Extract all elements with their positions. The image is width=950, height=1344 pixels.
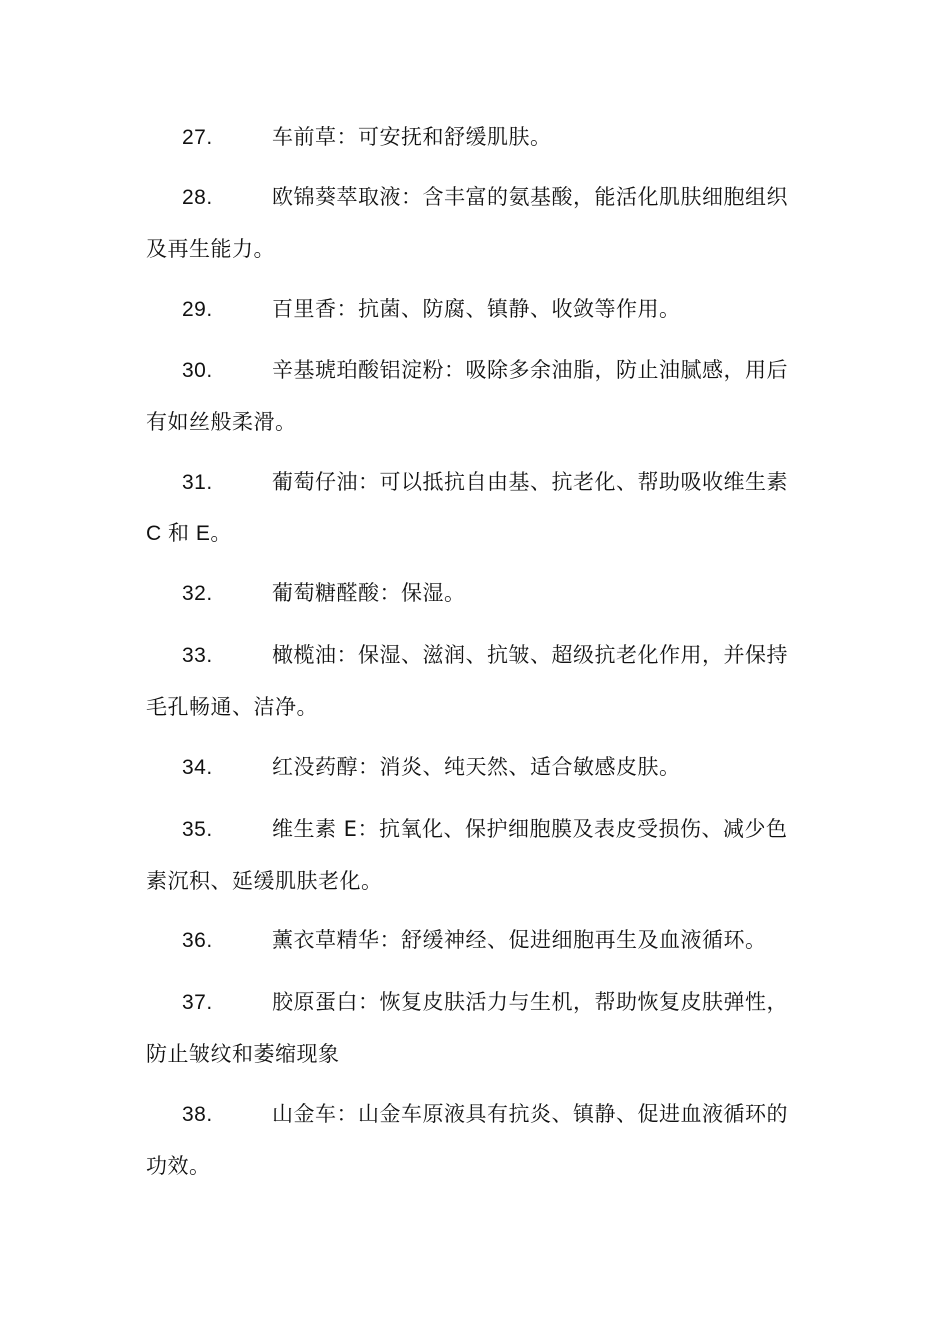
item-number: 29. <box>182 298 213 321</box>
item-first-line <box>146 111 810 163</box>
item-continuation-line: 毛孔畅通、洁净。 <box>146 695 318 719</box>
list-item <box>146 283 810 335</box>
item-number: 35. <box>182 818 213 841</box>
item-number: 38. <box>182 1103 213 1126</box>
list-item <box>146 741 810 793</box>
list-item <box>146 344 810 448</box>
list-item <box>146 976 810 1080</box>
item-number: 32. <box>182 582 213 605</box>
item-text: 胶原蛋白：恢复皮肤活力与生机，帮助恢复皮肤弹性， <box>272 990 788 1014</box>
item-first-line <box>146 976 810 1028</box>
item-continuation-line: C 和 E。 <box>146 522 232 545</box>
item-text: 橄榄油：保湿、滋润、抗皱、超级抗老化作用，并保持 <box>272 643 788 667</box>
item-first-line <box>146 914 810 966</box>
item-text: 葡萄仔油：可以抵抗自由基、抗老化、帮助吸收维生素 <box>272 470 788 494</box>
list-item <box>146 803 810 907</box>
item-text: 薰衣草精华：舒缓神经、促进细胞再生及血液循环。 <box>272 928 767 952</box>
item-number: 28. <box>182 186 213 209</box>
item-continuation-line: 素沉积、延缓肌肤老化。 <box>146 869 383 893</box>
item-text: 红没药醇：消炎、纯天然、适合敏感皮肤。 <box>272 755 681 779</box>
item-first-line <box>146 283 810 335</box>
list-item <box>146 171 810 275</box>
item-first-line <box>146 171 810 223</box>
list-item <box>146 1088 810 1192</box>
item-number: 31. <box>182 471 213 494</box>
item-continuation-line: 及再生能力。 <box>146 237 275 261</box>
item-text: 辛基琥珀酸铝淀粉：吸除多余油脂，防止油腻感，用后 <box>272 358 788 382</box>
item-text: 葡萄糖醛酸：保湿。 <box>272 581 466 605</box>
item-number: 34. <box>182 756 213 779</box>
list-item <box>146 456 810 560</box>
item-first-line <box>146 567 810 619</box>
item-number: 36. <box>182 929 213 952</box>
item-first-line <box>146 1088 810 1140</box>
item-first-line <box>146 629 810 681</box>
item-continuation-line: 防止皱纹和萎缩现象 <box>146 1042 340 1066</box>
list-item <box>146 567 810 619</box>
list-item <box>146 914 810 966</box>
item-text: 车前草：可安抚和舒缓肌肤。 <box>272 125 552 149</box>
item-continuation-line: 有如丝般柔滑。 <box>146 410 297 434</box>
item-text: 维生素 E：抗氧化、保护细胞膜及表皮受损伤、减少色 <box>272 817 788 841</box>
item-number: 30. <box>182 359 213 382</box>
list-item <box>146 629 810 733</box>
item-first-line <box>146 344 810 396</box>
item-continuation-line: 功效。 <box>146 1154 211 1178</box>
list-item <box>146 111 810 163</box>
item-text: 山金车：山金车原液具有抗炎、镇静、促进血液循环的 <box>272 1102 788 1126</box>
item-first-line <box>146 456 810 508</box>
item-number: 37. <box>182 991 213 1014</box>
item-number: 33. <box>182 644 213 667</box>
item-first-line <box>146 741 810 793</box>
item-text: 欧锦葵萃取液：含丰富的氨基酸，能活化肌肤细胞组织 <box>272 185 788 209</box>
item-number: 27. <box>182 126 213 149</box>
item-first-line <box>146 803 810 855</box>
item-text: 百里香：抗菌、防腐、镇静、收敛等作用。 <box>272 297 681 321</box>
